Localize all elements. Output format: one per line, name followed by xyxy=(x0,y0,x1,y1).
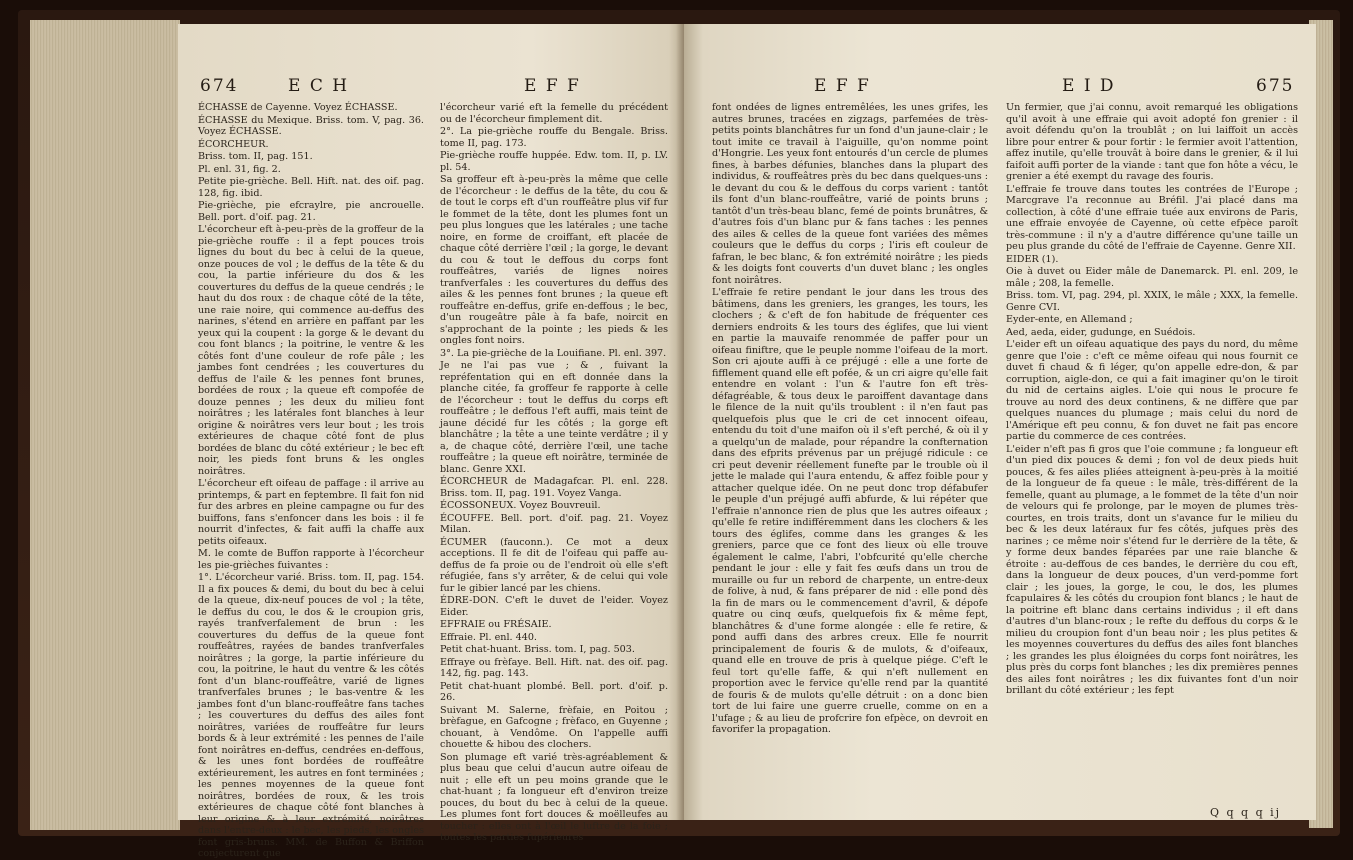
page-edges-left xyxy=(30,20,180,830)
paragraph: Pie-grièche, pie efcraylre, pie ancrouelle. Bell. port. d'oif. pag. 21. xyxy=(198,200,424,223)
paragraph: Oie à duvet ou Eider mâle de Danemarck. Pl. enl. 209, le mâle ; 208, la femelle. xyxy=(1006,266,1298,289)
paragraph: 2°. La pie-grièche rouffe du Bengale. Briss. tome II, pag. 173. xyxy=(440,126,668,149)
paragraph: ÉCUMER (fauconn.). Ce mot a deux acceptions. Il fe dit de l'oifeau qui paffe au-deffus de fa proie ou de l'endroit où elle s'eft réfugiée, fans s'y arrêter, & de celui qui vole fur le gibier lancé par les chiens. xyxy=(440,536,668,594)
paragraph: M. le comte de Buffon rapporte à l'écorcheur les pie-grièches fuivantes : xyxy=(198,548,424,571)
paragraph: l'écorcheur varié eft la femelle du précédent ou de l'écorcheur fimplement dit. xyxy=(440,102,668,125)
signature-mark: Q q q q ij xyxy=(1210,806,1282,819)
paragraph: Je ne l'ai pas vue ; & , fuivant la repréfentation qui en eft donnée dans la planche citée, fa groffeur fe rapporte à celle de l'écorcheur : tout le deffus du corps eft rouffeâtre ; le deffous l'eft auffi, mais teint de jaune décidé fur les côtés ; la gorge eft blanchâtre ; la tête a une teinte verdâtre ; il y a, de chaque côté, derrière l'œil, une tache rouffeâtre ; la queue eft noirâtre, terminée de blanc. Genre XXI. xyxy=(440,360,668,475)
paragraph: ÉCOUFFE. Bell. port. d'oif. pag. 21. Voyez Milan. xyxy=(440,512,668,535)
left-running-head-right: E F F xyxy=(524,76,581,96)
paragraph: 3°. La pie-grièche de la Louifiane. Pl. enl. 397. xyxy=(440,347,667,359)
paragraph: Son plumage eft varié très-agréablement & plus beau que celui d'aucun autre oifeau de nuit ; elle eft un peu moins grande que le chat-huant ; fa longueur eft d'environ treize pouces, du bout du bec à celui de la queue. Les plumes font fort douces & moëlleufes au toucher : elles ont à l'œil le luftre de la foie ; toutes les parties fupérieures xyxy=(440,751,668,843)
paragraph: L'effraie fe trouve dans toutes les contrées de l'Europe ; Marcgrave l'a reconnue au Bréfil. J'ai placé dans ma collection, à côté d'une effraie tuée aux environs de Paris, une effraie envoyée de Cayenne, où cette efpèce paroît très-commune : il n'y a d'autre différence qu'une taille un peu plus grande du côté de l'effraie de Cayenne. Genre XII. xyxy=(1006,183,1298,252)
right-running-head-left: E F F xyxy=(814,76,871,96)
paragraph: Pl. enl. 31, fig. 2. xyxy=(198,163,281,175)
paragraph: Eyder-ente, en Allemand ; xyxy=(1006,314,1133,325)
paragraph: Pie-grièche rouffe huppée. Edw. tom. II, p. LV. pl. 54. xyxy=(440,150,668,173)
left-column-2 xyxy=(440,102,668,843)
paragraph: Petit chat-huant plombé. Bell. port. d'oif. p. 26. xyxy=(440,680,668,703)
right-column-2 xyxy=(1006,102,1298,802)
right-running-head-right: E I D xyxy=(1062,76,1116,96)
paragraph: Petit chat-huant. Briss. tom. I, pag. 503. xyxy=(440,644,635,655)
right-page xyxy=(684,24,1316,820)
paragraph: ÉCHASSE de Cayenne. Voyez ÉCHASSE. xyxy=(198,102,398,113)
paragraph: Suivant M. Salerne, frèfaie, en Poitou ; brèfague, en Gafcogne ; frèfaco, en Guyenne ; chouant, à Vendôme. On l'appelle auffi chouette & hibou des clochers. xyxy=(440,704,668,750)
paragraph: ÉCORCHEUR de Madagafcar. Pl. enl. 228. Briss. tom. II, pag. 191. Voyez Vanga. xyxy=(440,476,668,499)
paragraph: EFFRAIE ou FRÉSAIE. xyxy=(440,619,552,630)
paragraph: ÉCORCHEUR. xyxy=(198,138,269,150)
right-column-1 xyxy=(712,102,988,802)
paragraph: L'écorcheur eft à-peu-près de la groffeur de la pie-grièche rouffe : il a fept pouces trois lignes du bout du bec à celui de la queue, onze pouces de vol ; le deffus de la tête & du cou, la partie inférieure du dos & les couvertures du deffus de la queue cendrés ; le haut du dos roux : de chaque côté de la tête, une raie noire, qui commence au-deffus des narines, s'étend en arrière en paffant par les yeux qui la coupent : la gorge & le devant du cou font blancs ; la poitrine, le ventre & les côtés font d'une couleur de rofe pâle ; les jambes font cendrées ; les couvertures du deffus de l'aile & les pennes font brunes, bordées de roux ; la queue eft compofée de douze pennes ; les deux du milieu font noirâtres ; les latérales font blanches à leur origine & noirâtres vers leur bout ; les trois extérieures de chaque côté font de plus bordées de blanc du côté extérieur ; le bec eft noir, les pieds font bruns & les ongles noirâtres. xyxy=(198,224,424,477)
paragraph: L'écorcheur eft oifeau de paffage : il arrive au printemps, & part en feptembre. Il fait fon nid fur des arbres en pleine campagne ou fur des buiffons, fans s'enfoncer dans les bois : il fe nourrit d'infectes, & fait auffi la chaffe aux petits oifeaux. xyxy=(198,478,424,547)
paragraph: Aed, aeda, eider, gudunge, en Suédois. xyxy=(1006,326,1196,338)
left-running-head: E C H xyxy=(288,76,350,96)
paragraph: font ondées de lignes entremêlées, les unes grifes, les autres brunes, tracées en zigzags, parfemées de très-petits points blanchâtres fur un fond d'un jaune-clair ; le tout imite ce travail à l'aiguille, qu'on nomme point d'Hongrie. Les yeux font entourés d'un cercle de plumes fines, à barbes défunies, blanches dans la plupart des individus, & rouffeâtres près du bec dans quelques-uns : le devant du cou & le deffous du corps varient : tantôt ils font d'un blanc-rouffeâtre, varié de points bruns ; tantôt d'un très-beau blanc, femé de points brunâtres, & d'autres fois d'un blanc pur & fans taches : les pennes des ailes & celles de la queue font variées des mêmes couleurs que le deffus du corps ; l'iris eft couleur de fafran, le bec blanc, & fon extrémité noirâtre ; les pieds & les doigts font couverts d'un duvet blanc ; les ongles font noirâtres. xyxy=(712,102,988,286)
paragraph: L'eider n'eft pas fi gros que l'oie commune ; fa longueur eft d'un pied dix pouces & demi ; fon vol de deux pieds huit pouces, & fes ailes pliées atteignent à-peu-près à la moitié de la longueur de fa queue : le mâle, très-différent de la femelle, quant au plumage, a le fommet de la tête d'un noir de velours qui fe prolonge, par le moyen de plumes très-courtes, en trois traits, dont un s'avance fur le milieu du bec & les deux latéraux fur fes côtés, jufques près des narines ; ce même noir s'étend fur le derrière de la tête, & y forme deux bandes féparées par une raie blanche & étroite : au-deffous de ces bandes, le derrière du cou eft, dans la longueur de deux pouces, d'un verd-pomme fort clair ; les joues, la gorge, le cou, le dos, les plumes fcapulaires & les côtés du croupion font blancs ; le haut de la poitrine eft blanc dans certains individus ; il eft dans d'autres d'un blanc-roux ; le refte du deffous du corps & le milieu du croupion font d'un beau noir ; les plus petites & les moyennes couvertures du deffus des ailes font blanches ; les grandes les plus éloignées du corps font noirâtres, les plus près du corps font blanches ; les dix premières pennes des ailes font noirâtres ; les dix fuivantes font d'un noir brillant du côté extérieur ; les fept xyxy=(1006,443,1298,696)
paragraph: Effraye ou frèfaye. Bell. Hift. nat. des oif. pag. 142, fig. pag. 143. xyxy=(440,656,668,679)
left-page xyxy=(178,24,684,859)
paragraph: Effraie. Pl. enl. 440. xyxy=(440,631,537,643)
left-page-number: 674 xyxy=(200,76,239,96)
paragraph: ÉCHASSE du Mexique. Briss. tom. V, pag. 36. Voyez ÉCHASSE. xyxy=(198,114,424,137)
paragraph: Petite pie-grièche. Bell. Hift. nat. des oif. pag. 128, fig. ibid. xyxy=(198,176,424,199)
paragraph: Sa groffeur eft à-peu-près la même que celle de l'écorcheur : le deffus de la tête, du cou & de tout le corps eft d'un rouffeâtre plus vif fur le fommet de la tête, dont les plumes font un peu plus longues que les latérales ; une tache noire, en forme de croiffant, eft placée de chaque côté derrière l'œil ; la gorge, le devant du cou & tout le deffous du corps font rouffeâtres, variés de lignes noires tranfverfales : les couvertures du deffus des ailes & les pennes font brunes ; la queue eft rouffeâtre en-deffus, grife en-deffous ; le bec, d'un rougeâtre pâle à fa bafe, noircit en s'approchant de la pointe ; les pieds & les ongles font noirs. xyxy=(440,174,668,346)
paragraph: Briss. tom. VI, pag. 294, pl. XXIX, le mâle ; XXX, la femelle. Genre CVI. xyxy=(1006,290,1298,313)
paragraph: 1°. L'écorcheur varié. Briss. tom. II, pag. 154. Il a fix pouces & demi, du bout du bec à celui de la queue, dix-neuf pouces de vol ; la tête, le deffus du cou, le dos & le croupion gris, rayés tranfverfalement de brun : les couvertures du deffus de la queue font rouffeâtres, rayées de bandes tranfverfales noirâtres ; la gorge, la partie inférieure du cou, la poitrine, le haut du ventre & les côtés font d'un blanc-rouffeâtre, varié de lignes tranfverfales brunes ; le bas-ventre & les jambes font d'un blanc-rouffeâtre fans taches ; les couvertures du deffus des ailes font noirâtres, variées de rouffeâtre fur leurs bords & à leur extrémité : les pennes de l'aile font noirâtres en-deffus, cendrées en-deffous, & les unes font bordées de rouffeâtre extérieurement, les autres en font terminées ; les pennes moyennes de la queue font noirâtres, bordées de roux, & les trois extérieures de chaque côté font blanches à leur origine & à leur extrémité, noirâtres dans l'entre-deux : le bec, les pieds, les ongles font gris-bruns. MM. de Buffon & Briffon conjecturent que xyxy=(198,572,425,859)
paragraph: EIDER (1). xyxy=(1006,253,1059,265)
right-page-number: 675 xyxy=(1256,76,1295,96)
left-column-1 xyxy=(198,102,425,859)
paragraph: L'effraie fe retire pendant le jour dans les trous des bâtimens, dans les greniers, les granges, les tours, les clochers ; & c'eft de fon habitude de fréquenter ces derniers endroits & les tours des églifes, que lui vient en partie la mauvaife renommée de paffer pour un oifeau finiftre, que le peuple nomme l'oifeau de la mort. Son cri ajoute auffi à ce préjugé : elle a une forte de fifflement quand elle eft pofée, & un cri aigre qu'elle fait entendre en volant : l'un & l'autre fon eft très-défagréable, & tous deux le paroiffent davantage dans le filence de la nuit qu'ils troublent : il n'en faut pas quelquefois plus que le cri de cet innocent oifeau, entendu du toit d'une maifon où il s'eft perché, & où il y a quelqu'un de malade, pour répandre la confternation dans des efprits prévenus par un préjugé ridicule : ce cri peut devenir réellement funefte par le trouble où il jette le malade qui l'aura entendu, & affez foible pour y attacher quelque idée. On ne peut donc trop défabufer le peuple d'un préjugé auffi abfurde, & lui répéter que l'effraie n'annonce rien de plus que les autres oifeaux ; qu'elle fe retire indifféremment dans les clochers & les tours des églifes, comme dans les granges & les greniers, parce que ce font des lieux où elle trouve également le calme, l'abri, l'obfcurité qu'elle cherche pendant le jour : elle y fait fes œufs dans un trou de muraille ou fur un rebord de charpente, un entre-deux de folive, à nud, & fans préparer de nid : elle pond dès la fin de mars ou le commencement d'avril, & dépofe quatre ou cinq œufs, quelquefois fix & même fept, blanchâtres & d'une forme alongée : elle fe retire, & pond auffi dans des arbres creux. Elle fe nourrit principalement de fouris & de mulots, & d'oifeaux, quand elle en trouve de pris à quelque piége. C'eft le feul tort qu'elle faffe, & qui n'eft nullement en proportion avec le fervice qu'elle rend par la quantité de fouris & de mulots qu'elle détruit : on a donc bien tort de lui faire une guerre cruelle, comme on en a l'ufage ; & au lieu de profcrire fon efpèce, on devroit en favorifer la propagation. xyxy=(712,287,988,735)
paragraph: Briss. tom. II, pag. 151. xyxy=(198,151,313,162)
paragraph: L'eider eft un oifeau aquatique des pays du nord, du même genre que l'oie : c'eft ce même oifeau qui nous fournit ce duvet fi chaud & fi léger, qu'on appelle edre-don, & par corruption, aigle-don, ce qui a fait imaginer qu'on le tiroit du nid de certains aigles. L'oie qui nous le procure fe trouve au nord des deux continens, & ne diffère que par quelques nuances du plumage ; mais celui du nord de l'Amérique eft peu connu, & fon duvet ne fait pas encore partie du commerce de ces contrées. xyxy=(1006,339,1298,442)
paragraph: ÉCOSSONEUX. Voyez Bouvreuil. xyxy=(440,500,601,511)
paragraph: Un fermier, que j'ai connu, avoit remarqué les obligations qu'il avoit à une effraie qui avoit adopté fon grenier : il avoit défendu qu'on la troublât ; on lui laiffoit un accès libre pour entrer & pour fortir : le fermier avoit l'attention, affez inutile, qu'elle trouvât à boire dans le grenier, & il lui faifoit auffi porter de la viande : tant que fon hôte a vécu, le grenier a été exempt du ravage des fouris. xyxy=(1006,102,1298,182)
paragraph: ÉDRE-DON. C'eft le duvet de l'eider. Voyez Eider. xyxy=(440,595,668,618)
